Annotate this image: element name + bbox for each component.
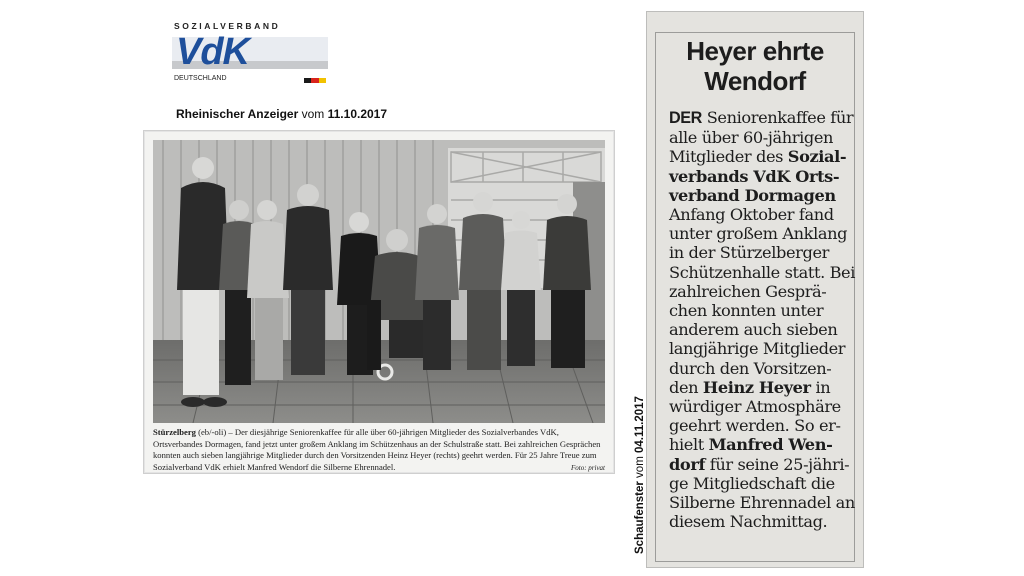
source-side-word: vom <box>634 456 646 478</box>
source-label-top <box>176 107 387 121</box>
logo-org-text: SOZIALVERBAND <box>174 21 281 31</box>
photo-credit: Foto: privat <box>570 463 605 472</box>
article-line: durch den Vorsitzen- <box>669 358 832 378</box>
article-headline-line2: Wendorf <box>704 66 806 96</box>
article-line: dorf für seine 25-jähri- <box>669 454 850 474</box>
german-flag-icon <box>304 78 326 83</box>
article-line: Anfang Oktober fand <box>669 205 834 225</box>
article-line: langjährige Mitglieder <box>669 339 846 359</box>
vdk-logo <box>166 12 334 88</box>
source-side-paper: Schaufenster <box>634 481 646 554</box>
article-line: unter großem Anklang <box>669 224 848 244</box>
article-line: Silberne Ehrennadel an <box>669 493 855 513</box>
group-photo <box>153 140 605 423</box>
article-line: alle über 60-jährigen <box>669 128 834 148</box>
article-line: verbands VdK Orts- <box>669 166 840 186</box>
source-label-side <box>634 396 646 554</box>
article-line: DER Seniorenkaffee für <box>669 108 854 127</box>
newspaper-clipping-photo <box>143 130 615 474</box>
article-line: Mitglieder des Sozial- <box>669 147 847 167</box>
article-line: ge Mitgliedschaft die <box>669 473 835 493</box>
newspaper-clipping-article <box>646 11 864 568</box>
caption-text: (eb/-oli) – Der diesjährige Seniorenkaffee für alle über 60-jährigen Mitglieder des Sozialverbandes VdK, Ortsverbandes Dormagen, fand jetzt unter großem Anklang im Schützenhaus an der Schulstraße statt. Bei zahlreichen Gesprächen konnten auch sieben langjährige Mitglieder durch den Vorsitzenden Heinz Heyer (rechts) geehrt werden. Für 25 Jahre Treue zum Sozialverband VdK erhielt Manfred Wendorf die Silberne Ehrennadel. <box>153 427 601 472</box>
article-line: den Heinz Heyer in <box>669 377 831 397</box>
article-line: diesem Nachmittag. <box>669 512 828 532</box>
source-side-date: 04.11.2017 <box>634 396 646 453</box>
article-line: zahlreichen Gesprä- <box>669 281 827 301</box>
article-line: chen konnten unter <box>669 301 824 321</box>
article-line: in der Stürzelberger <box>669 243 829 263</box>
logo-country: DEUTSCHLAND <box>174 75 227 82</box>
source-word: vom <box>301 107 325 121</box>
source-date: 11.10.2017 <box>327 107 388 121</box>
article-line: Schützenhalle statt. Bei <box>669 262 856 282</box>
photo-caption <box>153 427 605 474</box>
article-line: anderem auch sieben <box>669 320 838 340</box>
article-headline-line1: Heyer ehrte <box>686 36 824 66</box>
article-line: würdiger Atmosphäre <box>669 397 841 417</box>
source-paper: Rheinischer Anzeiger <box>176 107 299 121</box>
article-line: hielt Manfred Wen- <box>669 435 833 455</box>
article-body <box>669 108 856 532</box>
article-line: verband Dormagen <box>669 185 836 205</box>
group-photo-image <box>153 140 605 423</box>
logo-wordmark: VdK <box>176 31 249 73</box>
article-line: geehrt werden. So er- <box>669 416 841 436</box>
caption-place: Stürzelberg <box>153 427 196 437</box>
